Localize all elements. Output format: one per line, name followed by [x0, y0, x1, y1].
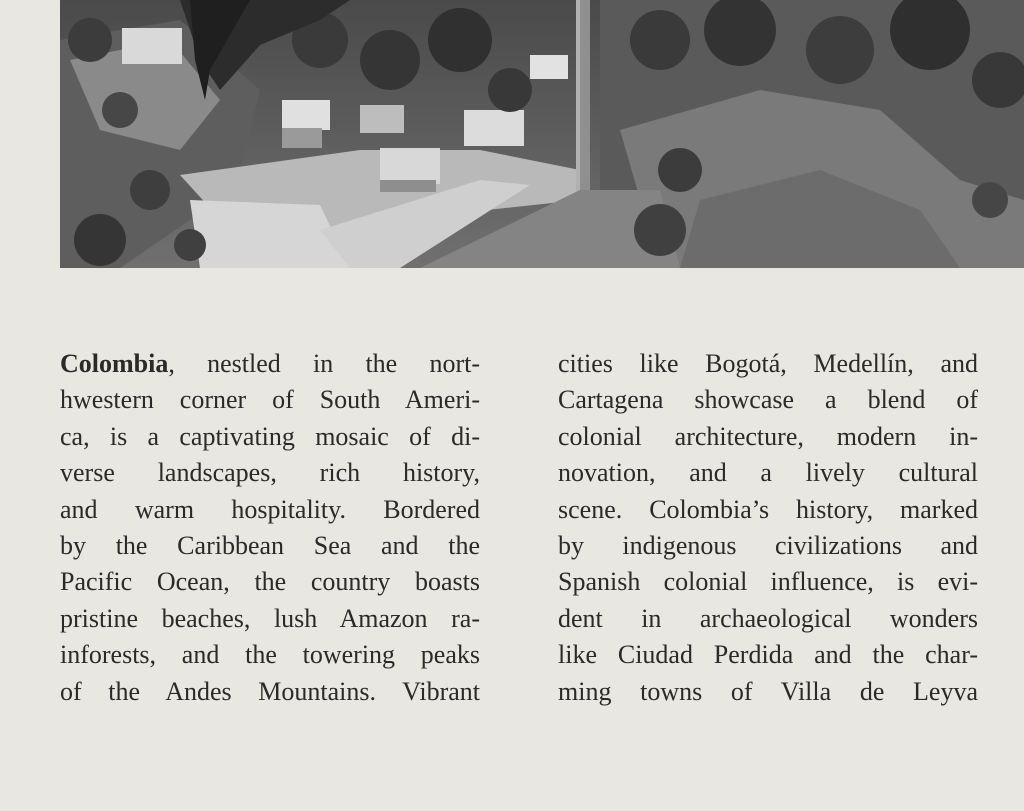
article-line: and warm hospitality. Bordered — [60, 494, 480, 524]
article-line: like Ciudad Perdida and the char- — [558, 640, 978, 670]
article-line: by indigenous civilizations and — [558, 530, 978, 560]
article-line: Cartagena showcase a blend of — [558, 385, 978, 415]
hillside-village-photo — [60, 0, 1024, 268]
article-line: Spanish colonial influence, is evi- — [558, 567, 978, 597]
lead-word-colombia: Colombia — [60, 349, 169, 378]
article-line: ca, is a captivating mosaic of di- — [60, 421, 480, 451]
article-line: novation, and a lively cultural — [558, 458, 978, 488]
article-line: pristine beaches, lush Amazon ra- — [60, 603, 480, 633]
article-line: inforests, and the towering peaks — [60, 640, 480, 670]
article-line: of the Andes Mountains. Vibrant — [60, 676, 480, 706]
article-line: Pacific Ocean, the country boasts — [60, 567, 480, 597]
article-line-text: , nestled in the nort- — [168, 349, 480, 378]
article-line: hwestern corner of South Ameri- — [60, 385, 480, 415]
article-line: ming towns of Villa de Leyva — [558, 676, 978, 706]
article-line: verse landscapes, rich history, — [60, 458, 480, 488]
article-column-left — [60, 346, 480, 710]
article-line: by the Caribbean Sea and the — [60, 530, 480, 560]
article-line: colonial architecture, modern in- — [558, 421, 978, 451]
article-column-right — [558, 346, 978, 710]
article-line: cities like Bogotá, Medellín, and — [558, 349, 978, 378]
article-line — [60, 346, 480, 382]
article-line: dent in archaeological wonders — [558, 603, 978, 633]
hillside-village-photo-graphic — [60, 0, 1024, 268]
article-line: scene. Colombia’s history, marked — [558, 494, 978, 524]
